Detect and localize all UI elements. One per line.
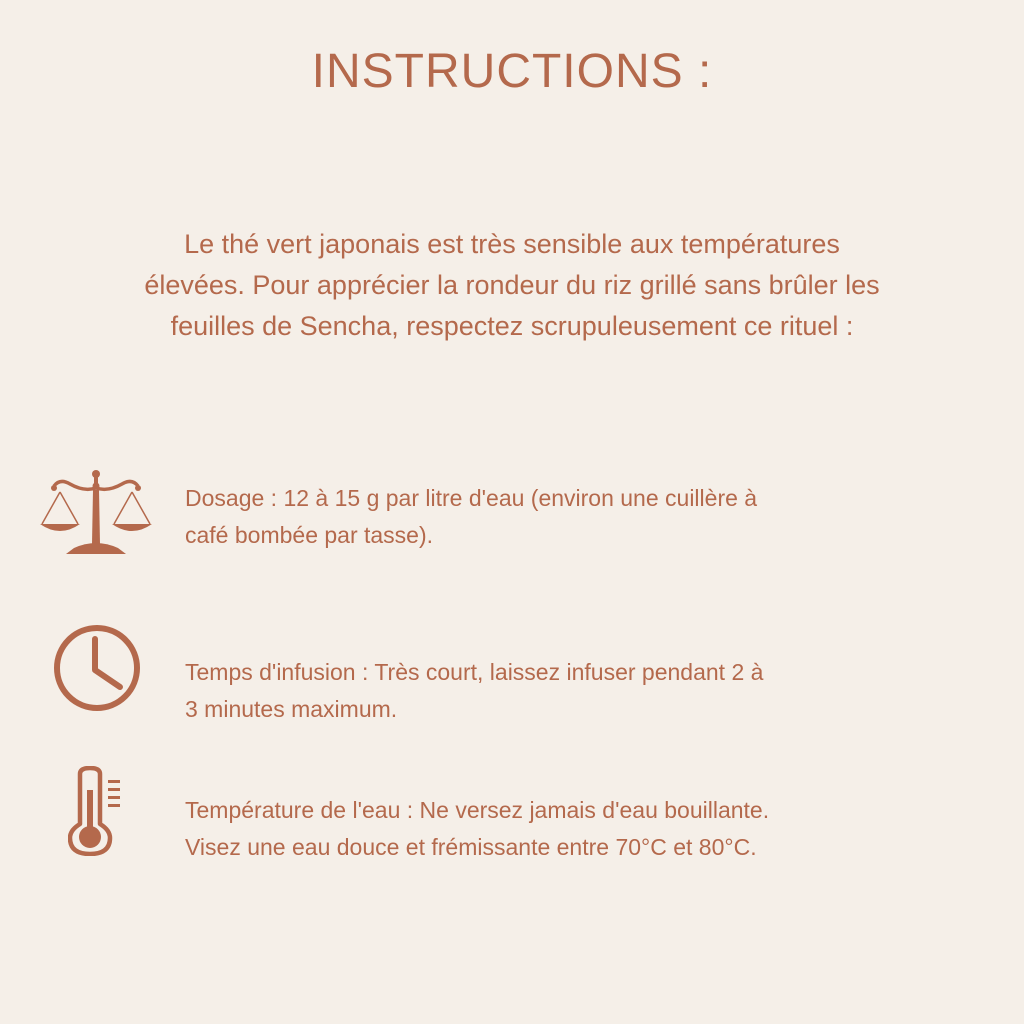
instruction-line: Dosage : 12 à 15 g par litre d'eau (environ une cuillère à: [185, 485, 758, 511]
intro-line: Le thé vert japonais est très sensible aux températures: [184, 229, 840, 259]
instruction-text: [185, 654, 763, 728]
instruction-line: 3 minutes maximum.: [185, 696, 398, 722]
instruction-text: [185, 480, 757, 554]
thermometer-icon: [68, 766, 128, 856]
instruction-line: Température de l'eau : Ne versez jamais d'eau bouillante.: [185, 797, 770, 823]
instruction-line: Temps d'infusion : Très court, laissez infuser pendant 2 à: [185, 659, 764, 685]
instruction-text: [185, 792, 769, 866]
intro-paragraph: [0, 224, 1024, 347]
balance-scale-icon: [40, 464, 152, 556]
instruction-line: Visez une eau douce et frémissante entre 70°C et 80°C.: [185, 834, 757, 860]
clock-icon: [52, 623, 142, 713]
page-title: INSTRUCTIONS :: [311, 45, 713, 98]
intro-line: feuilles de Sencha, respectez scrupuleusement ce rituel :: [170, 311, 854, 341]
intro-line: élevées. Pour apprécier la rondeur du riz grillé sans brûler les: [144, 270, 880, 300]
instruction-line: café bombée par tasse).: [185, 522, 434, 548]
